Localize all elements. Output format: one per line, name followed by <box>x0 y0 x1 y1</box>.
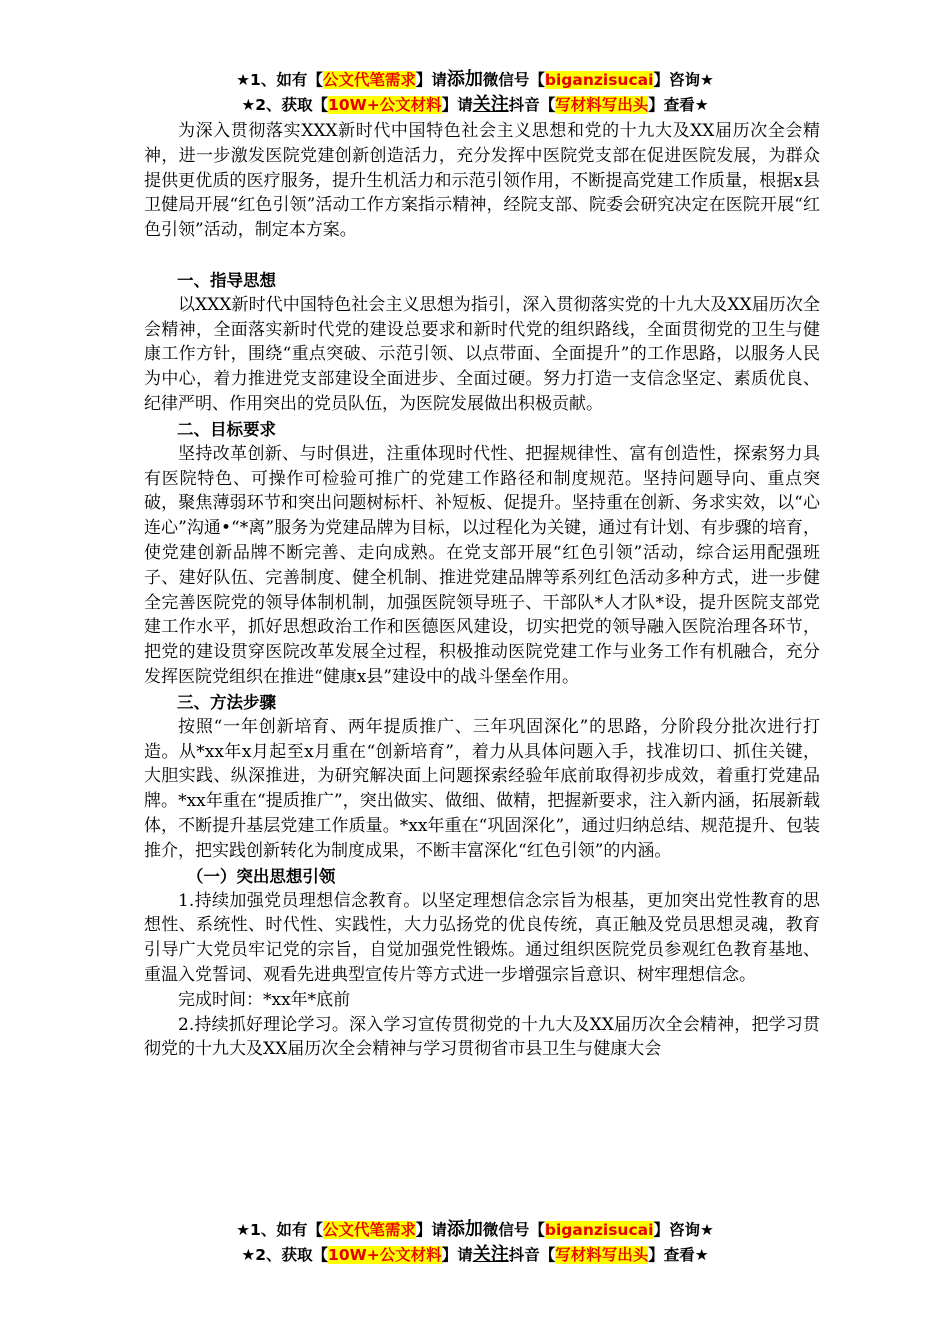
blank-line <box>144 243 820 268</box>
completion-time: 完成时间：*xx年*底前 <box>178 989 351 1010</box>
methods-paragraph: 按照“一年创新培育、两年提质推广、三年巩固深化”的思路，分阶段分批次进行打造。从*xx年x月起至x月重在“创新培育”，着力从具体问题入手，找准切口、抓住关键，大胆实践、纵深推进，为研究解决面上问题探索经验年底前取得初步成效，着重打党建品牌。*xx年重在“提质推广”，突出做实、做细、做精，把握新要求，注入新内涵，拓展新载体，不断提升基层党建工作质量。*xx年重在“巩固深化”，通过归纳总结、规范提升、包装推介，把实践创新转化为制度成果，不断丰富深化“红色引领”的内涵。 <box>144 716 820 861</box>
document-body <box>144 119 820 1062</box>
banner-text: 抖音【 <box>508 96 556 114</box>
banner-text: 】请 <box>441 96 473 114</box>
banner-text: ★2、获取【 <box>241 96 329 114</box>
banner-emphasis: 添加 <box>446 69 483 90</box>
section-heading-guiding-thought: 一、指导思想 <box>177 270 276 290</box>
guiding-thought-paragraph: 以XXX新时代中国特色社会主义思想为指引，深入贯彻落实党的十九大及XX届历次全会精神，全面落实新时代党的建设总要求和新时代党的组织路线，全面贯彻党的卫生与健康工作方针，围绕“重点突破、示范引领、以点带面、全面提升”的工作思路，以服务人民为中心，着力推进党支部建设全面进步、全面过硬。努力打造一支信念坚定、素质优良、纪律严明、作用突出的党员队伍，为医院发展做出积极贡献。 <box>144 294 820 414</box>
banner-wechat-id: biganzisucai <box>544 1221 654 1239</box>
item-1-paragraph: 1.持续加强党员理想信念教育。以坚定理想信念宗旨为根基，更加突出党性教育的思想性、系统性、时代性、实践性，大力弘扬党的优良传统，真正触及党员思想灵魂，教育引导广大党员牢记党的宗旨，自觉加强党性锻炼。通过组织医院党员参观红色教育基地、重温入党誓词、观看先进典型宣传片等方式进一步增强宗旨意识、树牢理想信念。 <box>144 890 820 985</box>
banner-text: 】查看★ <box>648 96 709 114</box>
section-heading-goals: 二、目标要求 <box>177 419 276 439</box>
banner-text: ★2、获取【 <box>241 1246 329 1264</box>
banner-wechat-id: biganzisucai <box>544 71 654 89</box>
banner-text: ★1、如有【 <box>236 71 323 89</box>
banner-douyin-id: 写材料写出头 <box>555 96 649 114</box>
banner-text: 抖音【 <box>508 1246 556 1264</box>
banner-text: 微信号【 <box>482 71 545 89</box>
banner-text: ★1、如有【 <box>236 1221 323 1239</box>
subsection-heading-thought-leadership: （一）突出思想引领 <box>186 866 336 886</box>
banner-text: 】查看★ <box>648 1246 709 1264</box>
banner-text: 】咨询★ <box>653 71 714 89</box>
ad-banner-top-line-1 <box>0 68 950 92</box>
banner-highlight: 公文代笔需求 <box>322 71 416 89</box>
banner-text: 】请 <box>415 71 447 89</box>
banner-emphasis: 关注 <box>472 94 509 115</box>
banner-highlight: 10W+公文材料 <box>328 96 442 114</box>
intro-paragraph: 为深入贯彻落实XXX新时代中国特色社会主义思想和党的十九大及XX届历次全会精神，进一步激发医院党建创新创造活力，充分发挥中医院党支部在促进医院发展，为群众提供更优质的医疗服务，提升生机活力和示范引领作用，不断提高党建工作质量，根据x县卫健局开展“红色引领”活动工作方案指示精神，经院支部、院委会研究决定在医院开展“红色引领”活动，制定本方案。 <box>144 121 820 241</box>
banner-emphasis: 添加 <box>446 1219 483 1240</box>
banner-emphasis: 关注 <box>472 1244 509 1265</box>
ad-banner-bottom-line-2 <box>0 1243 950 1267</box>
banner-text: 】请 <box>441 1246 473 1264</box>
ad-banner-top-line-2 <box>0 93 950 117</box>
banner-text: 】请 <box>415 1221 447 1239</box>
banner-text: 微信号【 <box>482 1221 545 1239</box>
banner-text: 】咨询★ <box>653 1221 714 1239</box>
item-2-paragraph: 2.持续抓好理论学习。深入学习宣传贯彻党的十九大及XX届历次全会精神，把学习贯彻党的十九大及XX届历次全会精神与学习贯彻省市县卫生与健康大会 <box>144 1014 820 1060</box>
banner-douyin-id: 写材料写出头 <box>555 1246 649 1264</box>
goals-paragraph: 坚持改革创新、与时俱进，注重体现时代性、把握规律性、富有创造性，探索努力具有医院特色、可操作可检验可推广的党建工作路径和制度规范。坚持问题导向、重点突破，聚焦薄弱环节和突出问题树标杆、补短板、促提升。坚持重在创新、务求实效，以“心连心”沟通•“*离”服务为党建品牌为目标，以过程化为关键，通过有计划、有步骤的培育，使党建创新品牌不断完善、走向成熟。在党支部开展“红色引领”活动，综合运用配强班子、建好队伍、完善制度、健全机制、推进党建品牌等系列红色活动多种方式，进一步健全完善医院党的领导体制机制，加强医院领导班子、干部队*人才队*设，提升医院支部党建工作水平，抓好思想政治工作和医德医风建设，切实把党的领导融入医院治理各环节，把党的建设贯穿医院改革发展全过程，积极推动医院党建工作与业务工作有机融合，充分发挥医院党组织在推进“健康x县”建设中的战斗堡垒作用。 <box>144 443 820 687</box>
ad-banner-bottom-line-1 <box>0 1218 950 1242</box>
section-heading-methods: 三、方法步骤 <box>177 692 276 712</box>
banner-highlight: 公文代笔需求 <box>322 1221 416 1239</box>
banner-highlight: 10W+公文材料 <box>328 1246 442 1264</box>
